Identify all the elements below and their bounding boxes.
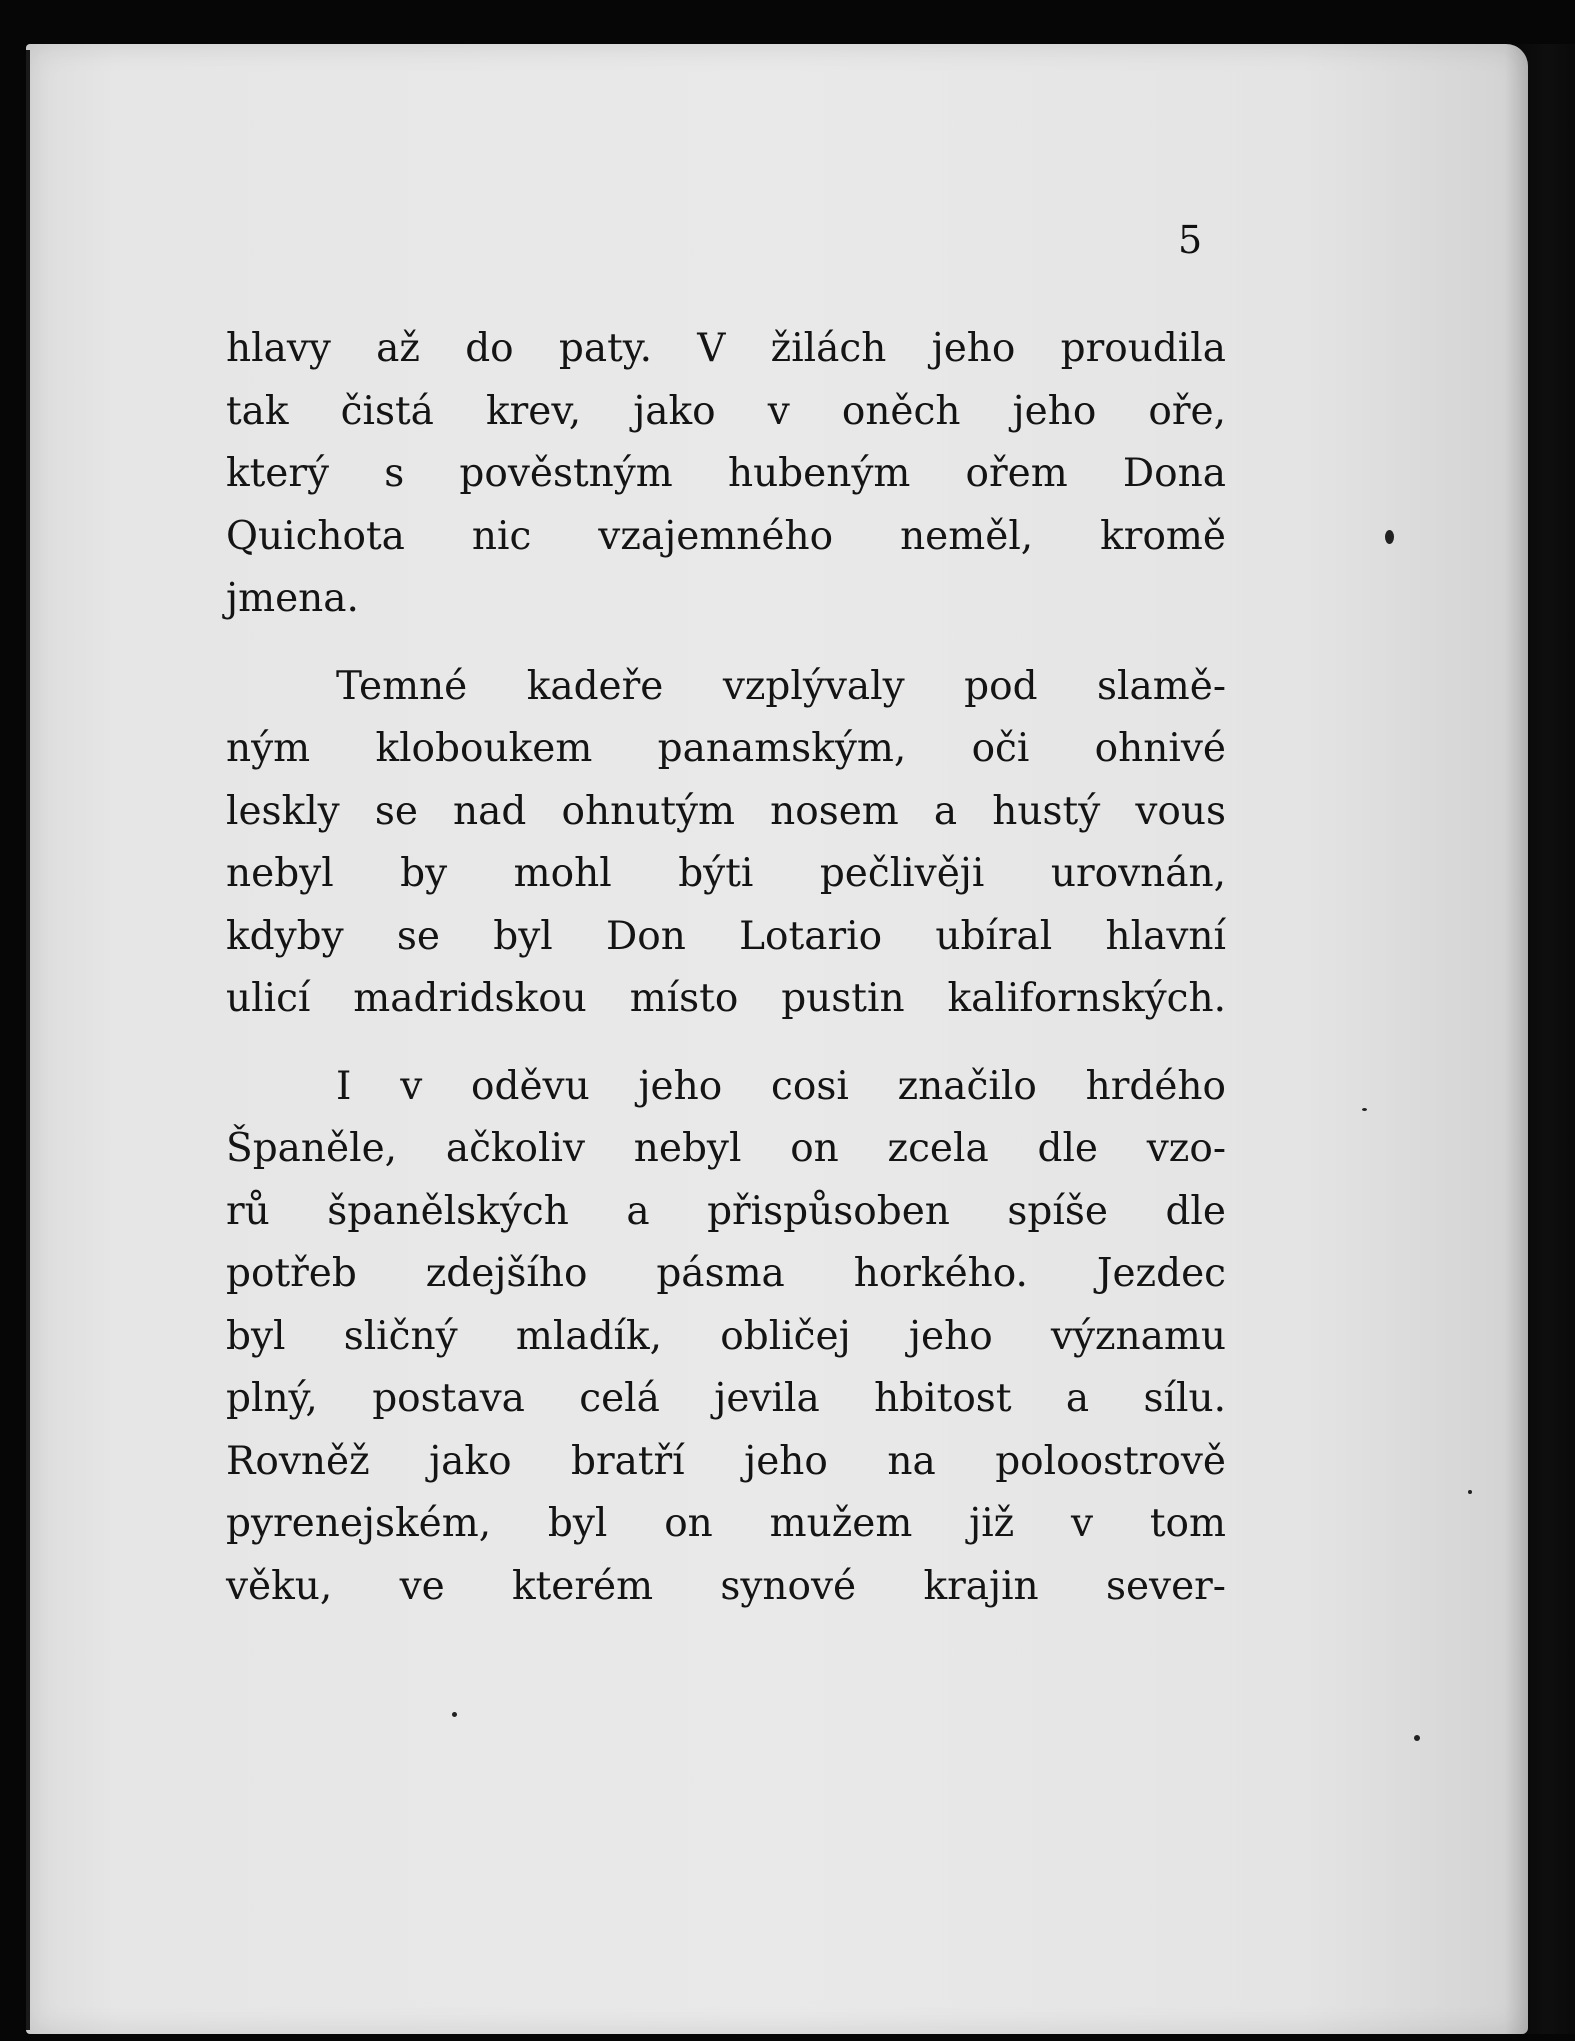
text-line: Quichota nic vzajemného neměl, kromě (226, 513, 1226, 559)
text-line: leskly se nad ohnutým nosem a hustý vous (226, 788, 1226, 834)
paragraph-2 (226, 656, 1226, 1031)
text-line: byl sličný mladík, obličej jeho významu (226, 1313, 1226, 1359)
dust-speck (1414, 1735, 1420, 1741)
paragraph-1 (226, 318, 1226, 631)
text-line: ulicí madridskou místo pustin kalifornských. (226, 976, 1226, 1021)
body-text (226, 318, 1226, 1618)
text-line: Španěle, ačkoliv nebyl on zcela dle vzo- (226, 1126, 1226, 1171)
text-line: kdyby se byl Don Lotario ubíral hlavní (226, 913, 1226, 959)
paragraph-3 (226, 1056, 1226, 1619)
dust-speck (1362, 1108, 1367, 1111)
text-line: který s pověstným hubeným ořem Dona (226, 451, 1226, 496)
text-line: jmena. (226, 576, 359, 621)
page-number: 5 (1178, 218, 1203, 262)
text-line: rů španělských a přispůsoben spíše dle (226, 1188, 1226, 1234)
text-line: hlavy až do paty. V žilách jeho proudila (226, 326, 1226, 371)
text-line: tak čistá krev, jako v oněch jeho oře, (226, 388, 1226, 434)
text-line: nebyl by mohl býti pečlivěji urovnán, (226, 851, 1226, 896)
text-line: věku, ve kterém synové krajin sever- (226, 1563, 1226, 1609)
page-spine-edge (26, 50, 30, 2030)
text-line: Temné kadeře vzplývaly pod slamě- (336, 663, 1226, 709)
dust-speck (1385, 530, 1394, 544)
dust-speck (452, 1712, 457, 1717)
text-line: Rovněž jako bratří jeho na poloostrově (226, 1438, 1226, 1484)
text-line: ným kloboukem panamským, oči ohnivé (226, 726, 1226, 771)
text-line: potřeb zdejšího pásma horkého. Jezdec (226, 1251, 1226, 1296)
text-line: I v oděvu jeho cosi značilo hrdého (336, 1063, 1226, 1109)
text-line: plný, postava celá jevila hbitost a sílu. (226, 1376, 1226, 1421)
dust-speck (1468, 1490, 1472, 1494)
text-line: pyrenejském, byl on mužem již v tom (226, 1501, 1226, 1546)
